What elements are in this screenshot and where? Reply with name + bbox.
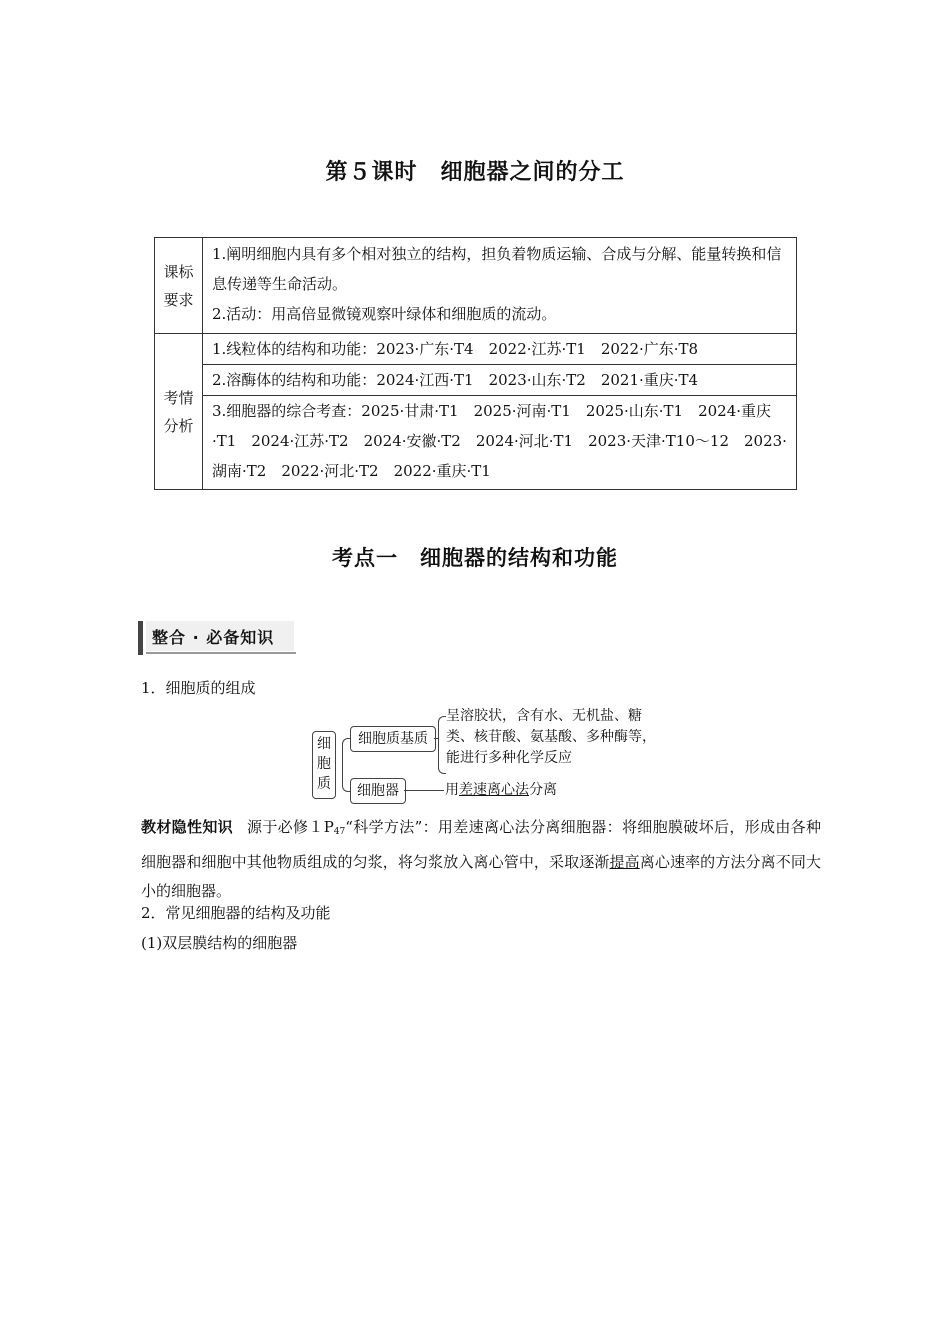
cytoplasm-diagram <box>312 706 656 806</box>
organelle-node: 细胞器 <box>350 778 406 804</box>
node-char: 细 <box>317 736 331 752</box>
header-line: 要求 <box>163 290 194 309</box>
header-line: 课标 <box>163 262 194 281</box>
hidden-text-b: “科学方法”：用差速离心法分离细胞器：将细胞膜破坏后，形成由各种细胞器和细胞中其他物质组成的匀浆，将匀浆放入离心管中，采取逐渐 <box>141 818 821 871</box>
cytoplasm-node <box>312 731 336 799</box>
header-line: 分析 <box>163 416 194 435</box>
item-2: 2．常见细胞器的结构及功能 <box>141 904 331 922</box>
requirements-table <box>154 237 797 490</box>
method-prefix: 用 <box>445 782 459 798</box>
tag-bar <box>138 621 143 655</box>
underlined-word: 提高 <box>609 852 640 871</box>
cytosol-description: 呈溶胶状，含有水、无机盐、糖类、核苷酸、氨基酸、多种酶等，能进行多种化学反应 <box>446 708 656 766</box>
exam-row: 3.细胞器的综合考查：2025·甘肃·T1 2025·河南·T1 2025·山东·T1 2024·重庆·T1 2024·江苏·T2 2024·安徽·T2 2024·河北·T1 2023·天津·T10～12 2023·湖南·T2 2022·河北·T2 2022·重庆·T1 <box>203 396 797 490</box>
item-1: 1．细胞质的组成 <box>141 679 256 697</box>
exam-analysis-header <box>155 334 203 490</box>
organelle-method <box>445 780 557 800</box>
page-subscript: 47 <box>333 827 346 837</box>
section-title: 考点一 细胞器的结构和功能 <box>332 546 618 570</box>
cytosol-node: 细胞质基质 <box>350 726 436 752</box>
header-line: 考情 <box>163 388 194 407</box>
curriculum-requirement-header <box>155 238 203 334</box>
connector-line <box>434 738 439 739</box>
page-title: 第５课时 细胞器之间的分工 <box>325 160 625 185</box>
requirement-content <box>203 238 797 334</box>
tag-underline <box>146 652 296 654</box>
method-suffix: 分离 <box>529 782 557 798</box>
item-2-1: (1)双层膜结构的细胞器 <box>141 934 298 952</box>
requirement-line: 2.活动：用高倍显微镜观察叶绿体和细胞质的流动。 <box>212 305 557 323</box>
requirement-line: 1.阐明细胞内具有多个相对独立的结构，担负着物质运输、合成与分解、能量转换和信息传递等生命活动。 <box>212 245 782 293</box>
tag-label: 整合 · 必备知识 <box>152 628 275 647</box>
connector-line <box>404 790 444 791</box>
node-char: 胞 <box>317 756 331 772</box>
hidden-text-c: 离心速率的方法分离不同大小的细胞器。 <box>141 852 821 900</box>
hidden-knowledge-label: 教材隐性知识 <box>141 818 234 836</box>
hidden-knowledge-paragraph <box>141 813 821 907</box>
node-char: 质 <box>317 776 331 792</box>
hidden-text-a: 源于必修１P <box>247 818 334 836</box>
exam-row: 1.线粒体的结构和功能：2023·广东·T4 2022·江苏·T1 2022·广东·T8 <box>203 334 797 365</box>
description-brace <box>438 716 446 774</box>
section-tag <box>138 621 296 655</box>
exam-row: 2.溶酶体的结构和功能：2024·江西·T1 2023·山东·T2 2021·重庆·T4 <box>203 365 797 396</box>
method-name: 差速离心法 <box>459 782 529 798</box>
